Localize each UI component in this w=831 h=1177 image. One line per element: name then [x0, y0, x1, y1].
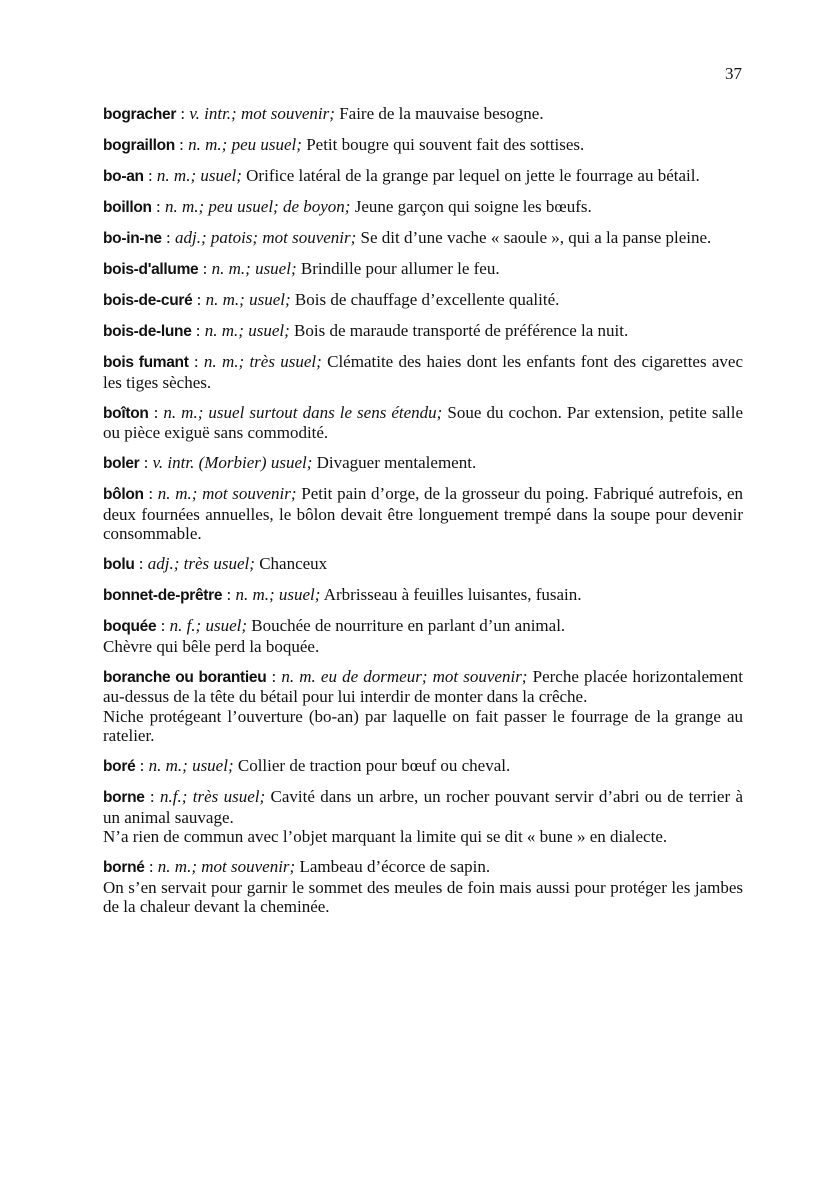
entry-definition: Clématite des haies dont les enfants font des cigarettes avec les tiges sèches. [103, 352, 744, 392]
entry-grammar-note: n.f.; très usuel; [160, 787, 266, 806]
entry-first-paragraph: boré : n. m.; usuel; Collier de traction pour bœuf ou cheval. [103, 756, 511, 775]
entry-definition: Bois de chauffage d’excellente qualité. [294, 290, 560, 309]
entry-definition: Bouchée de nourriture en parlant d’un animal. [251, 616, 566, 635]
entry-headword: bo-an [103, 168, 144, 185]
entry-definition: N’a rien de commun avec l’objet marquant la limite qui se dit « bune » en dialecte. [103, 827, 668, 846]
dictionary-entry [103, 321, 743, 342]
entry-headword: boranche ou borantieu [103, 668, 267, 686]
entry-definition: Divaguer mentalement. [316, 453, 477, 472]
entry-headword: bograillon [103, 137, 175, 154]
dictionary-entry [103, 453, 743, 474]
entry-first-paragraph: boler : v. intr. (Morbier) usuel; Divaguer mentalement. [103, 453, 477, 472]
entry-grammar-note: n. m.; usuel; [235, 585, 321, 604]
entry-grammar-note: adj.; patois; mot souvenir; [174, 228, 357, 247]
entry-first-paragraph: borne : n.f.; très usuel; Cavité dans un arbre, un rocher pouvant servir d’abri ou de terrier à un animal sauvage. [103, 787, 744, 827]
dictionary-entry [103, 104, 743, 125]
entry-grammar-note: n. f.; usuel; [169, 616, 247, 635]
entry-first-paragraph: bôlon : n. m.; mot souvenir; Petit pain d’orge, de la grosseur du poing. Fabriqué autrefois, en deux fournées annuelles, le bôlon devait être longuement trempé dans la soupe pour devenir consommable. [103, 484, 743, 543]
entry-grammar-note: v. intr. (Morbier) usuel; [152, 453, 313, 472]
entry-headword: bogracher [103, 106, 177, 123]
entry-grammar-note: n. m.; mot souvenir; [157, 857, 296, 876]
entry-first-paragraph: boillon : n. m.; peu usuel; de boyon; Jeune garçon qui soigne les bœufs. [103, 197, 592, 216]
entry-grammar-note: n. m.; mot souvenir; [157, 484, 297, 503]
dictionary-entry [103, 352, 743, 392]
dictionary-entry [103, 197, 743, 218]
entry-definition: Chanceux [259, 554, 328, 573]
entry-first-paragraph: boranche ou borantieu : n. m. eu de dormeur; mot souvenir; Perche placée horizontalement au-dessus de la tête du bétail pour lui interdir de monter dans la crêche. [103, 666, 743, 706]
entry-grammar-note: n. m.; usuel surtout dans le sens étendu; [163, 402, 443, 422]
entry-headword: bôlon [103, 486, 144, 503]
entry-grammar-note: n. m.; usuel; [204, 321, 290, 340]
entry-grammar-note: n. m.; usuel; [148, 756, 234, 775]
entry-headword: bolu [103, 556, 135, 573]
entry-first-paragraph: bolu : adj.; très usuel; Chanceux [103, 554, 328, 573]
entry-headword: bo-in-ne [103, 230, 162, 247]
entry-grammar-note: n. m.; usuel; [156, 166, 242, 185]
entry-definition: On s’en servait pour garnir le sommet des meules de foin mais aussi pour protéger les jambes de la chaleur devant la cheminée. [103, 877, 743, 916]
dictionary-entry [103, 166, 743, 187]
entry-grammar-note: n. m. eu de dormeur; mot souvenir; [281, 666, 528, 686]
entry-definition: Soue du cochon. Par extension, petite salle ou pièce exiguë sans commodité. [103, 402, 743, 442]
entry-definition: Se dit d’une vache « saoule », qui a la panse pleine. [360, 228, 712, 247]
entry-definition: Perche placée horizontalement au-dessus de la tête du bétail pour lui interdir de monter dans la crêche. [103, 666, 743, 706]
entry-first-paragraph: bo-an : n. m.; usuel; Orifice latéral de la grange par lequel on jette le fourrage au bétail. [103, 166, 700, 185]
entry-first-paragraph: bois-de-lune : n. m.; usuel; Bois de maraude transporté de préférence la nuit. [103, 321, 629, 340]
entry-headword: bonnet-de-prêtre [103, 587, 223, 604]
entry-headword: borne [103, 789, 145, 806]
dictionary-entry [103, 667, 743, 746]
entry-first-paragraph: bo-in-ne : adj.; patois; mot souvenir; Se dit d’une vache « saoule », qui a la panse pleine. [103, 228, 712, 247]
entry-definition: Jeune garçon qui soigne les bœufs. [354, 197, 592, 216]
entry-definition: Orifice latéral de la grange par lequel on jette le fourrage au bétail. [246, 166, 700, 185]
entry-definition: Petit pain d’orge, de la grosseur du poing. Fabriqué autrefois, en deux fournées annuelles, le bôlon devait être longuement trempé dans la soupe pour devenir consommable. [103, 484, 743, 543]
entry-first-paragraph: bois-de-curé : n. m.; usuel; Bois de chauffage d’excellente qualité. [103, 290, 560, 309]
entry-continuation-paragraph [103, 707, 743, 746]
entry-headword: boillon [103, 199, 152, 216]
dictionary-entries [103, 104, 743, 927]
entry-headword: bois fumant [103, 354, 189, 371]
entry-first-paragraph: bograillon : n. m.; peu usuel; Petit bougre qui souvent fait des sottises. [103, 135, 585, 154]
entry-definition: Chèvre qui bêle perd la boquée. [103, 636, 320, 656]
entry-definition: Arbrisseau à feuilles luisantes, fusain. [323, 585, 582, 604]
dictionary-entry [103, 756, 743, 777]
dictionary-entry [103, 554, 743, 575]
dictionary-entry [103, 135, 743, 156]
entry-first-paragraph: borné : n. m.; mot souvenir; Lambeau d’écorce de sapin. [103, 857, 491, 876]
entry-definition: Niche protégeant l’ouverture (bo-an) par laquelle on fait passer le fourrage de la grange au ratelier. [103, 706, 743, 745]
entry-headword: boler [103, 455, 140, 472]
dictionary-entry [103, 787, 743, 847]
dictionary-entry [103, 616, 743, 656]
entry-first-paragraph: bogracher : v. intr.; mot souvenir; Faire de la mauvaise besogne. [103, 104, 544, 123]
entry-first-paragraph: boîton : n. m.; usuel surtout dans le sens étendu; Soue du cochon. Par extension, petite salle ou pièce exiguë sans commodité. [103, 402, 743, 442]
entry-definition: Petit bougre qui souvent fait des sottises. [306, 135, 585, 154]
entry-first-paragraph: bois fumant : n. m.; très usuel; Clématite des haies dont les enfants font des cigarettes avec les tiges sèches. [103, 352, 744, 392]
dictionary-entry [103, 259, 743, 280]
dictionary-entry [103, 290, 743, 311]
entry-grammar-note: n. m.; très usuel; [203, 352, 322, 371]
entry-headword: bois-d'allume [103, 261, 199, 278]
dictionary-entry [103, 857, 743, 917]
entry-first-paragraph: bonnet-de-prêtre : n. m.; usuel; Arbrisseau à feuilles luisantes, fusain. [103, 585, 582, 604]
entry-continuation-paragraph [103, 637, 743, 657]
entry-headword: boré [103, 758, 136, 775]
entry-headword: bois-de-curé [103, 292, 193, 309]
page-number: 37 [725, 64, 742, 83]
entry-first-paragraph: boquée : n. f.; usuel; Bouchée de nourriture en parlant d’un animal. [103, 616, 566, 635]
entry-continuation-paragraph [103, 878, 743, 917]
entry-first-paragraph: bois-d'allume : n. m.; usuel; Brindille pour allumer le feu. [103, 259, 500, 278]
entry-definition: Brindille pour allumer le feu. [300, 259, 500, 278]
entry-grammar-note: n. m.; usuel; [211, 259, 297, 278]
entry-grammar-note: n. m.; peu usuel; [188, 135, 302, 154]
entry-definition: Bois de maraude transporté de préférence la nuit. [294, 321, 629, 340]
entry-definition: Cavité dans un arbre, un rocher pouvant servir d’abri ou de terrier à un animal sauvage. [103, 787, 744, 827]
dictionary-entry [103, 228, 743, 249]
entry-headword: boquée [103, 618, 157, 635]
entry-grammar-note: n. m.; peu usuel; de boyon; [164, 197, 351, 216]
entry-grammar-note: v. intr.; mot souvenir; [189, 104, 335, 123]
entry-headword: bois-de-lune [103, 323, 192, 340]
entry-definition: Lambeau d’écorce de sapin. [299, 857, 491, 876]
dictionary-entry [103, 585, 743, 606]
entry-definition: Collier de traction pour bœuf ou cheval. [237, 756, 511, 775]
entry-headword: borné [103, 859, 145, 876]
entry-grammar-note: adj.; très usuel; [147, 554, 255, 573]
dictionary-entry [103, 403, 743, 443]
entry-headword: boîton [103, 404, 149, 422]
dictionary-entry [103, 484, 743, 544]
entry-definition: Faire de la mauvaise besogne. [339, 104, 544, 123]
entry-continuation-paragraph [103, 827, 743, 847]
entry-grammar-note: n. m.; usuel; [205, 290, 291, 309]
